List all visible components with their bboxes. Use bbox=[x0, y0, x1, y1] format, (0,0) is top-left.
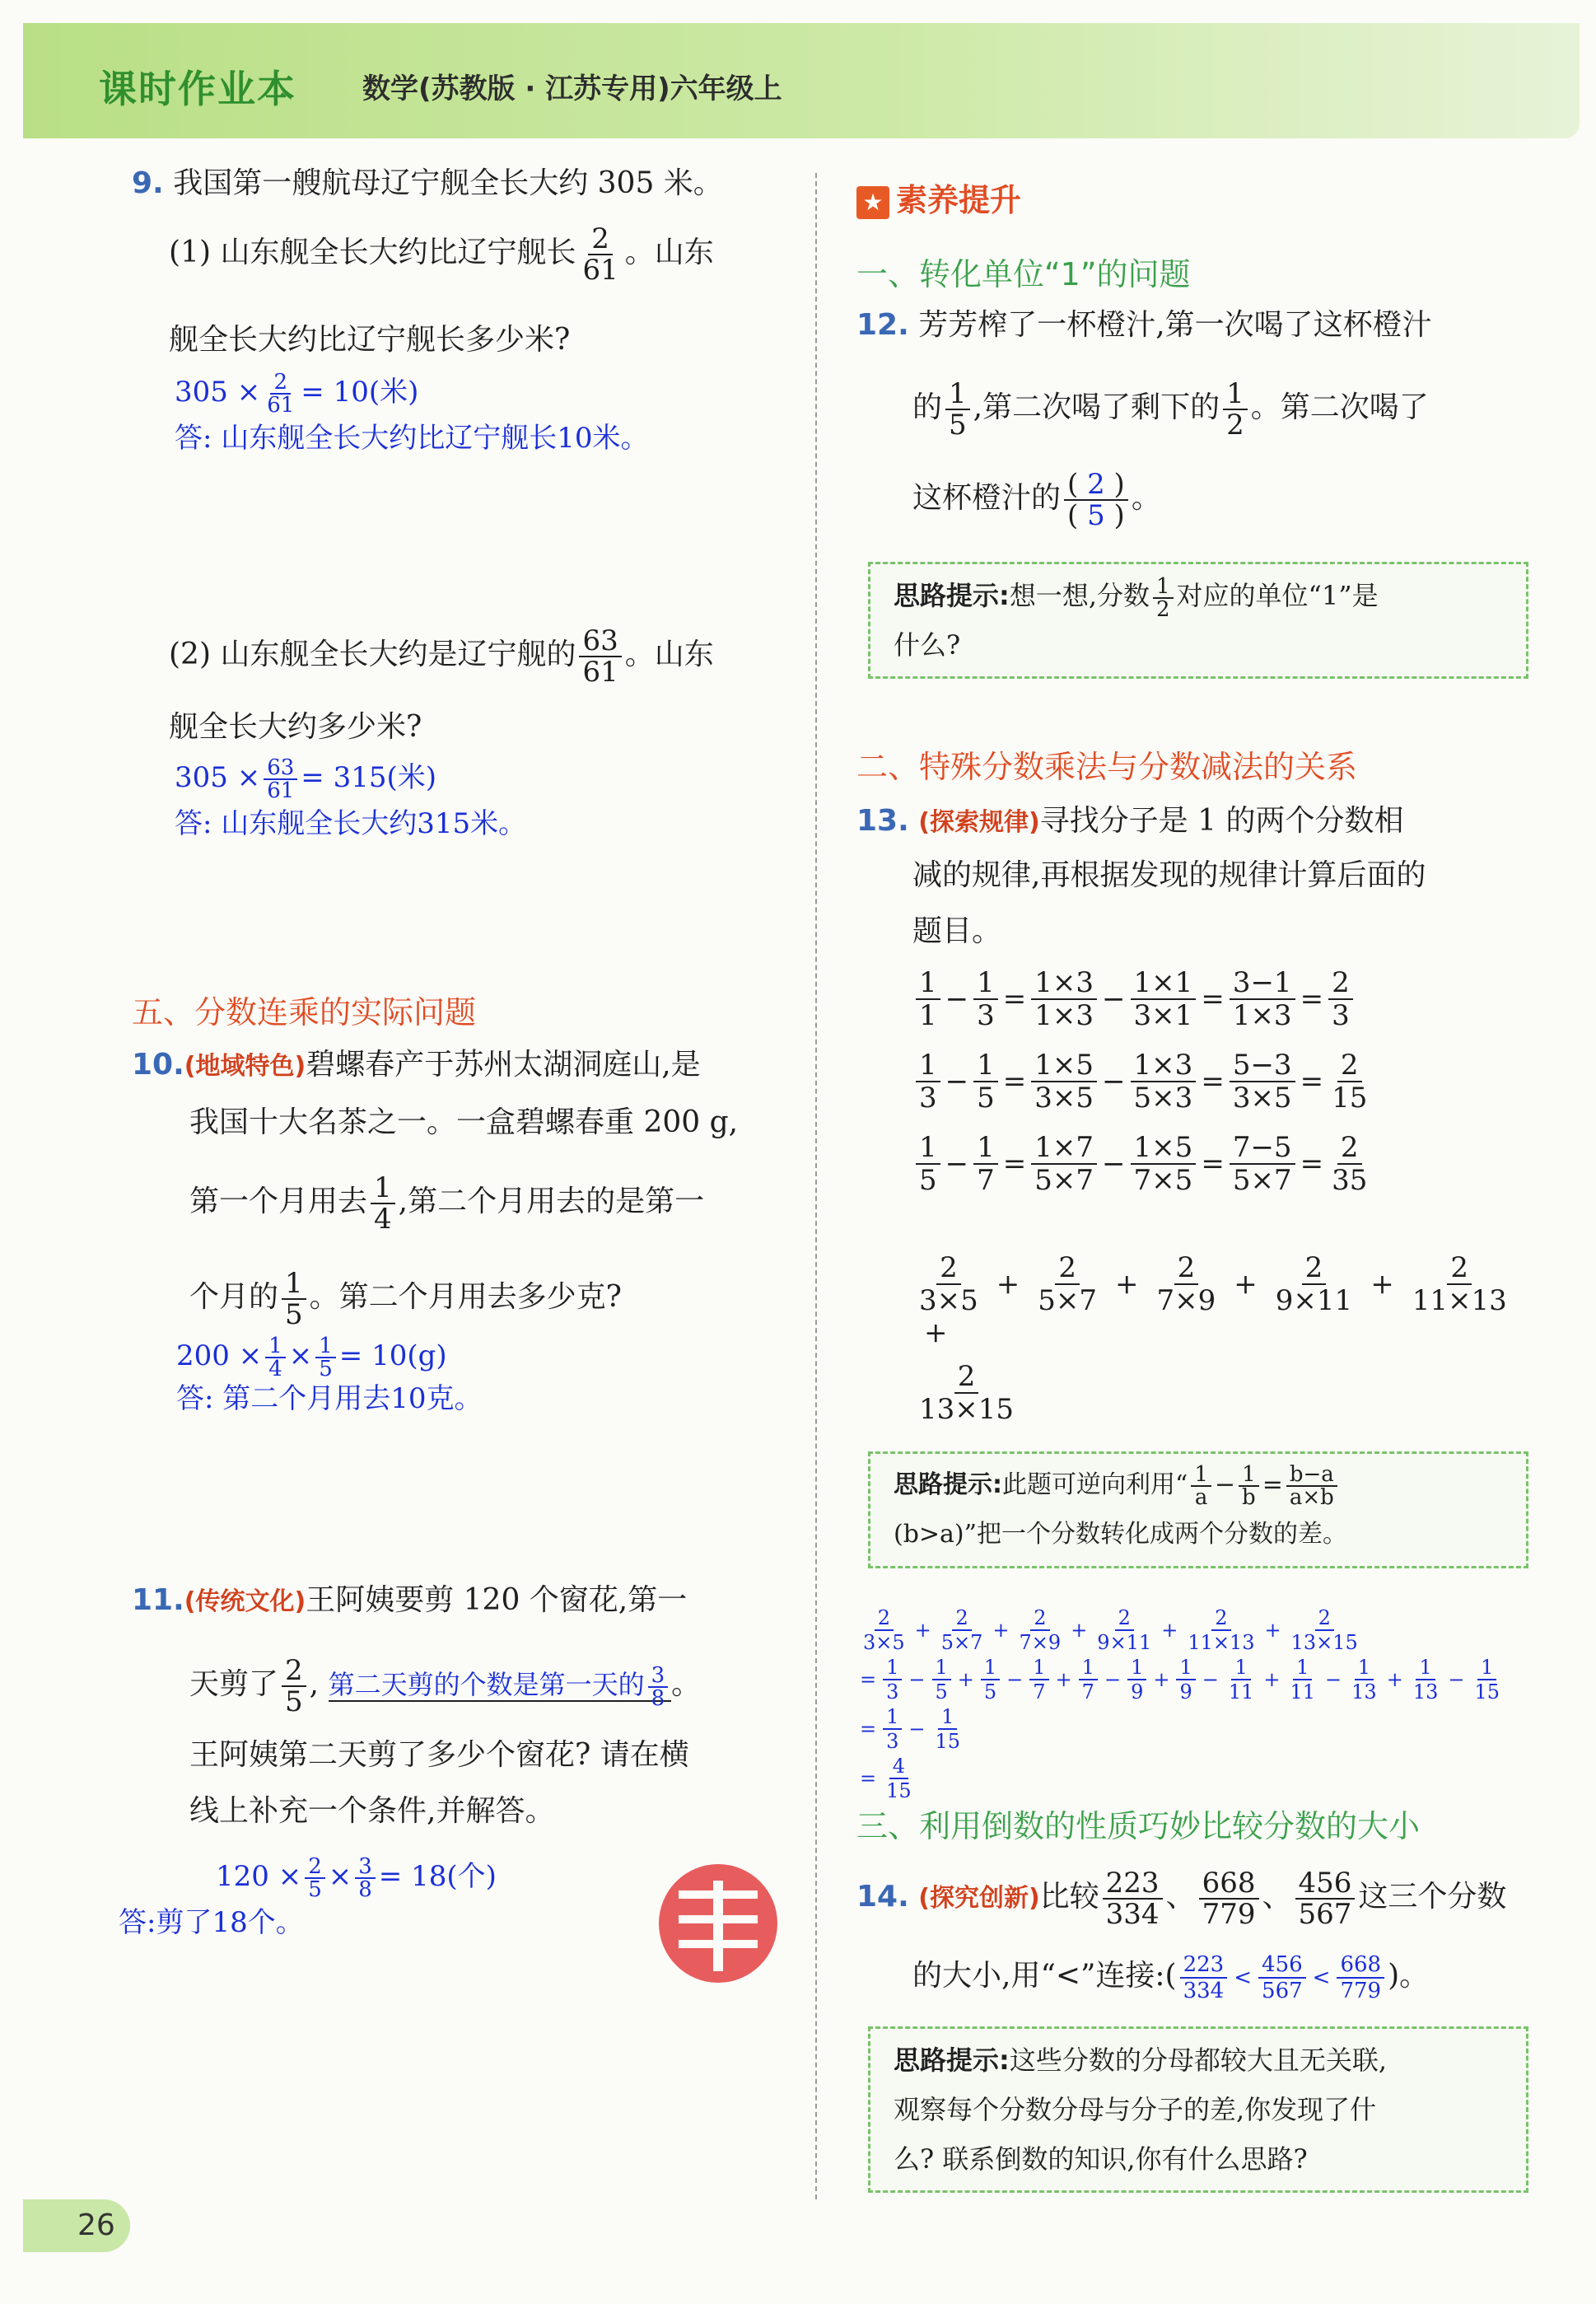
q9-part1: (1) 山东舰全长大约比辽宁舰长 $\frac{2}{61}$ 。山东 bbox=[169, 222, 714, 287]
math-operator: − bbox=[945, 1147, 969, 1180]
q9-p1-text: (1) 山东舰全长大约比辽宁舰长 bbox=[169, 236, 576, 269]
q11-line2: 天剪了 $\frac{2}{5}$ , 第二天剪的个数是第一天的 $\frac{3}{8}$ 。 bbox=[189, 1654, 702, 1718]
q13-sum-expression bbox=[912, 1252, 1538, 1425]
math-operator: − bbox=[1104, 1668, 1122, 1691]
q9-stem-text: 我国第一艘航母辽宁舰全长大约 305 米。 bbox=[173, 166, 723, 200]
math-operator: − bbox=[1325, 1668, 1342, 1691]
q12-number: 12. bbox=[856, 308, 909, 342]
math-fraction: $\frac{1}{13}$ bbox=[1412, 1656, 1439, 1703]
math-fraction: $\frac{1\times 7}{5\times 7}$ bbox=[1031, 1132, 1097, 1196]
math-fraction: $\frac{1}{5}$ bbox=[916, 1132, 940, 1196]
math-fraction: $\frac{1\times 1}{3\times 1}$ bbox=[1131, 967, 1197, 1031]
math-fraction: $\frac{1}{7}$ bbox=[1079, 1656, 1098, 1703]
math-fraction: $\frac{2}{13\times 15}$ bbox=[919, 1360, 1015, 1426]
math-operator: + bbox=[992, 1619, 1010, 1642]
q9-p2-answer-text: 答: 山东舰全长大约315米。 bbox=[175, 807, 527, 840]
q10-number: 10. bbox=[132, 1048, 184, 1082]
math-operator: = bbox=[1002, 1065, 1027, 1098]
math-operator: − bbox=[908, 1668, 926, 1691]
math-operator: − bbox=[945, 1065, 969, 1098]
q9-p2-fraction: $\frac{63}{61}$ bbox=[579, 626, 621, 687]
q11-tag: (传统文化) bbox=[184, 1587, 306, 1616]
q13-hint-box: 思路提示:此题可逆向利用“ $\frac{1}{a}$ − $\frac{1}{b}$ = $\frac{b-a}{a\times b}$ (b>a)”把一个分数转化成两个分数的差。 bbox=[868, 1451, 1528, 1568]
math-operator: − bbox=[1102, 1147, 1126, 1180]
math-fraction: $\frac{1}{15}$ bbox=[1474, 1656, 1500, 1703]
book-brand: 课时作业本 bbox=[99, 67, 296, 111]
book-subtitle: 数学(苏教版 · 江苏专用)六年级上 bbox=[362, 72, 782, 105]
math-operator: + bbox=[1370, 1268, 1394, 1301]
math-fraction: $\frac{1}{7}$ bbox=[1029, 1656, 1048, 1703]
math-operator: − bbox=[1102, 1065, 1126, 1098]
math-fraction: $\frac{1}{9}$ bbox=[1176, 1656, 1195, 1703]
math-operator: + bbox=[1386, 1668, 1403, 1691]
q11-line1: 11.(传统文化)王阿姨要剪 120 个窗花,第一 bbox=[132, 1583, 688, 1617]
q9-part1-question: 舰全长大约比辽宁舰长多少米? bbox=[169, 323, 571, 357]
math-operator: = bbox=[1002, 983, 1027, 1016]
math-fraction: $\frac{2}{3\times 5}$ bbox=[919, 1251, 978, 1317]
math-fraction: $\frac{1}{9}$ bbox=[1127, 1656, 1146, 1703]
q10-answer-formula: 200 × $\frac{1}{4}$ × $\frac{1}{5}$ = 10(g) bbox=[176, 1334, 447, 1381]
math-operator: − bbox=[1102, 983, 1126, 1016]
math-fraction: $\frac{1\times 3}{5\times 3}$ bbox=[1131, 1049, 1197, 1114]
math-operator: − bbox=[1448, 1668, 1465, 1691]
q11-filled-condition[interactable]: 第二天剪的个数是第一天的 $\frac{3}{8}$ bbox=[329, 1669, 672, 1702]
section-3-title: 三、利用倒数的性质巧妙比较分数的大小 bbox=[856, 1808, 1421, 1844]
math-operator: + bbox=[914, 1619, 931, 1642]
math-operator: = bbox=[1300, 1147, 1324, 1180]
math-fraction: $\frac{456}{567}$ bbox=[1258, 1952, 1306, 2003]
math-fraction: $\frac{2}{11\times 13}$ bbox=[1412, 1251, 1507, 1317]
math-operator: + bbox=[1055, 1668, 1072, 1691]
math-fraction: $\frac{2}{5\times 7}$ bbox=[1038, 1251, 1098, 1317]
math-fraction: $\frac{1}{11}$ bbox=[1228, 1656, 1254, 1703]
math-fraction: $\frac{1}{11}$ bbox=[1290, 1656, 1316, 1703]
q9-p1-answer-formula: 305 × $\frac{2}{61}$ = 10(米) bbox=[175, 370, 419, 418]
q14-answer-blank[interactable] bbox=[1177, 1952, 1388, 2003]
q13-number: 13. bbox=[856, 804, 909, 838]
q14-hint-box: 思路提示:这些分数的分母都较大且无关联, 观察每个分数分母与分子的差,你发现了什 么? 联系倒数的知识,你有什么思路? bbox=[868, 2026, 1528, 2193]
q13-answer-line bbox=[856, 1705, 1506, 1753]
math-operator: + bbox=[924, 1316, 948, 1349]
math-operator: < bbox=[1312, 1965, 1331, 1990]
math-fraction: $\frac{2}{3\times 5}$ bbox=[863, 1606, 905, 1654]
page-number: 26 bbox=[23, 2199, 130, 2252]
q12-line3: 这杯橙汁的 $\frac{( 2 )}{( 5 )}$ 。 bbox=[912, 468, 1161, 532]
q11-line3: 王阿姨第二天剪了多少个窗花? 请在横 bbox=[189, 1738, 689, 1772]
math-fraction: $\frac{4}{15}$ bbox=[886, 1755, 912, 1802]
q12-line2: 的 $\frac{1}{5}$ ,第二次喝了剩下的 $\frac{1}{2}$ 。第二次喝了 bbox=[912, 377, 1429, 442]
q10-line3: 第一个月用去 $\frac{1}{4}$ ,第二个月用去的是第一 bbox=[189, 1171, 705, 1236]
math-operator: − bbox=[945, 983, 969, 1016]
q12-hint-box: 思路提示:想一想,分数 $\frac{1}{2}$ 对应的单位“1”是 什么? bbox=[868, 562, 1528, 679]
q12-answer-blank[interactable]: $\frac{( 2 )}{( 5 )}$ bbox=[1064, 470, 1128, 530]
math-operator: + bbox=[1161, 1619, 1178, 1642]
math-operator: + bbox=[1153, 1668, 1170, 1691]
q9-p1-answer-text: 答: 山东舰全长大约比辽宁舰长10米。 bbox=[175, 422, 649, 455]
math-fraction: $\frac{2}{9\times 11}$ bbox=[1097, 1606, 1152, 1654]
q10-line2: 我国十大名茶之一。一盒碧螺春重 200 g, bbox=[189, 1105, 739, 1139]
math-fraction: $\frac{1}{1}$ bbox=[916, 967, 940, 1031]
math-fraction: $\frac{2}{15}$ bbox=[1332, 1049, 1368, 1115]
lightbulb-icon: ★ bbox=[856, 186, 889, 219]
q13-answer-line bbox=[856, 1755, 1506, 1802]
math-operator: − bbox=[908, 1717, 926, 1741]
q9-number: 9. bbox=[132, 166, 164, 200]
math-operator: = bbox=[1300, 1065, 1324, 1098]
q10-line1: 10.(地域特色)碧螺春产于苏州太湖洞庭山,是 bbox=[132, 1048, 701, 1082]
q14-line1: 14. (探究创新)比较 $\frac{223}{334}$ 、 $\frac{668}{779}$ 、 $\frac{456}{567}$ 这三个分数 bbox=[856, 1867, 1507, 1931]
seal-stamp-icon bbox=[652, 1858, 784, 1989]
q12-line1: 12. 芳芳榨了一杯橙汁,第一次喝了这杯橙汁 bbox=[856, 308, 1432, 342]
math-fraction: $\frac{2}{5\times 7}$ bbox=[940, 1606, 983, 1654]
q10-line4: 个月的 $\frac{1}{5}$ 。第二个月用去多少克? bbox=[189, 1267, 622, 1331]
q13-answer-line bbox=[856, 1606, 1506, 1654]
math-fraction: $\frac{1\times 3}{1\times 3}$ bbox=[1031, 967, 1097, 1031]
q10-tag: (地域特色) bbox=[184, 1052, 306, 1081]
math-operator: = bbox=[1300, 983, 1324, 1016]
math-operator: = bbox=[1201, 1065, 1225, 1098]
math-operator: − bbox=[1006, 1668, 1024, 1691]
q10-answer-text: 答: 第二个月用去10克。 bbox=[176, 1382, 483, 1415]
q13-pattern-rows bbox=[912, 967, 1374, 1214]
q13-line3: 题目。 bbox=[912, 914, 1002, 948]
math-operator: = bbox=[860, 1717, 877, 1741]
math-operator: + bbox=[957, 1668, 974, 1691]
q9-p2-answer-formula: 305 × $\frac{63}{61}$ = 315(米) bbox=[175, 755, 437, 803]
q13-answer-work bbox=[856, 1606, 1506, 1804]
math-operator: − bbox=[1202, 1668, 1219, 1691]
math-operator: + bbox=[1234, 1268, 1258, 1301]
math-fraction: $\frac{2}{35}$ bbox=[1332, 1131, 1368, 1197]
math-operator: + bbox=[996, 1268, 1020, 1301]
math-operator: = bbox=[1201, 983, 1225, 1016]
math-fraction: $\frac{1}{15}$ bbox=[935, 1705, 961, 1753]
section-1-title: 一、转化单位“1”的问题 bbox=[856, 256, 1191, 292]
q13-sum-last bbox=[912, 1361, 1538, 1425]
column-divider bbox=[815, 173, 817, 2199]
math-fraction: $\frac{1\times 5}{7\times 5}$ bbox=[1131, 1132, 1197, 1196]
math-fraction: $\frac{2}{11\times 13}$ bbox=[1188, 1606, 1255, 1654]
right-title: ★ 素养提升 bbox=[856, 175, 1021, 220]
math-fraction: $\frac{2}{7\times 9}$ bbox=[1156, 1251, 1216, 1317]
math-fraction: $\frac{2}{3}$ bbox=[1328, 967, 1353, 1031]
math-fraction: $\frac{2}{7\times 9}$ bbox=[1019, 1606, 1062, 1654]
q13-line2: 减的规律,再根据发现的规律计算后面的 bbox=[912, 858, 1426, 892]
q13-line1: 13. (探索规律)寻找分子是 1 的两个分数相 bbox=[856, 804, 1404, 838]
math-operator: + bbox=[1115, 1268, 1139, 1301]
math-fraction: $\frac{7-5}{5\times 7}$ bbox=[1230, 1132, 1295, 1196]
math-fraction: $\frac{1}{3}$ bbox=[883, 1705, 902, 1753]
q11-answer-formula: 120 × $\frac{2}{5}$ × $\frac{3}{8}$ = 18(个) bbox=[216, 1854, 497, 1902]
math-fraction: $\frac{1\times 5}{3\times 5}$ bbox=[1031, 1049, 1097, 1114]
math-fraction: $\frac{2}{13\times 15}$ bbox=[1290, 1606, 1358, 1654]
math-fraction: $\frac{1}{5}$ bbox=[932, 1656, 951, 1703]
math-fraction: $\frac{223}{334}$ bbox=[1180, 1952, 1228, 2003]
q11-answer-text: 答:剪了18个。 bbox=[119, 1906, 304, 1939]
math-fraction: $\frac{5-3}{3\times 5}$ bbox=[1230, 1049, 1295, 1114]
q13-pattern-row bbox=[912, 1049, 1374, 1114]
q14-tag: (探究创新) bbox=[918, 1884, 1040, 1913]
section-5-title: 五、分数连乘的实际问题 bbox=[132, 994, 477, 1030]
math-operator: = bbox=[860, 1767, 877, 1790]
q13-pattern-row bbox=[912, 1132, 1374, 1196]
math-fraction: $\frac{2}{9\times 11}$ bbox=[1275, 1251, 1353, 1317]
section-2-title: 二、特殊分数乘法与分数减法的关系 bbox=[856, 749, 1358, 785]
q9-part2-question: 舰全长大约多少米? bbox=[169, 710, 422, 744]
math-fraction: $\frac{668}{779}$ bbox=[1337, 1952, 1384, 2003]
q11-number: 11. bbox=[132, 1583, 184, 1617]
q14-number: 14. bbox=[856, 1880, 909, 1914]
q9-stem bbox=[132, 161, 723, 206]
q13-answer-line bbox=[856, 1656, 1506, 1703]
q13-tag: (探索规律) bbox=[918, 808, 1040, 837]
math-operator: = bbox=[1002, 1147, 1027, 1180]
q11-line4: 线上补充一个条件,并解答。 bbox=[189, 1794, 555, 1828]
math-operator: < bbox=[1234, 1965, 1253, 1990]
math-fraction: $\frac{1}{5}$ bbox=[981, 1656, 1000, 1703]
math-operator: = bbox=[1201, 1147, 1225, 1180]
math-fraction: $\frac{1}{3}$ bbox=[973, 967, 998, 1031]
q13-pattern-row bbox=[912, 967, 1374, 1031]
math-fraction: $\frac{1}{13}$ bbox=[1351, 1656, 1377, 1703]
math-fraction: $\frac{1}{3}$ bbox=[916, 1049, 940, 1114]
q13-sum-line bbox=[912, 1252, 1538, 1349]
math-operator: = bbox=[860, 1668, 877, 1691]
math-operator: + bbox=[1263, 1668, 1281, 1691]
math-operator: + bbox=[1264, 1619, 1281, 1642]
q9-part2: (2) 山东舰全长大约是辽宁舰的 $\frac{63}{61}$ 。山东 bbox=[169, 624, 714, 689]
q9-p1-fraction: $\frac{2}{61}$ bbox=[582, 222, 618, 287]
math-operator: + bbox=[1071, 1619, 1088, 1642]
math-fraction: $\frac{3-1}{1\times 3}$ bbox=[1230, 967, 1295, 1031]
math-fraction: $\frac{1}{7}$ bbox=[973, 1132, 998, 1196]
math-fraction: $\frac{1}{3}$ bbox=[883, 1656, 902, 1703]
math-fraction: $\frac{1}{5}$ bbox=[973, 1049, 998, 1114]
q14-line2: 的大小,用“<”连接:( $\frac{223}{334}$ < $\frac{456}{567}$ < $\frac{668}{779}$ )。 bbox=[912, 1952, 1430, 2003]
